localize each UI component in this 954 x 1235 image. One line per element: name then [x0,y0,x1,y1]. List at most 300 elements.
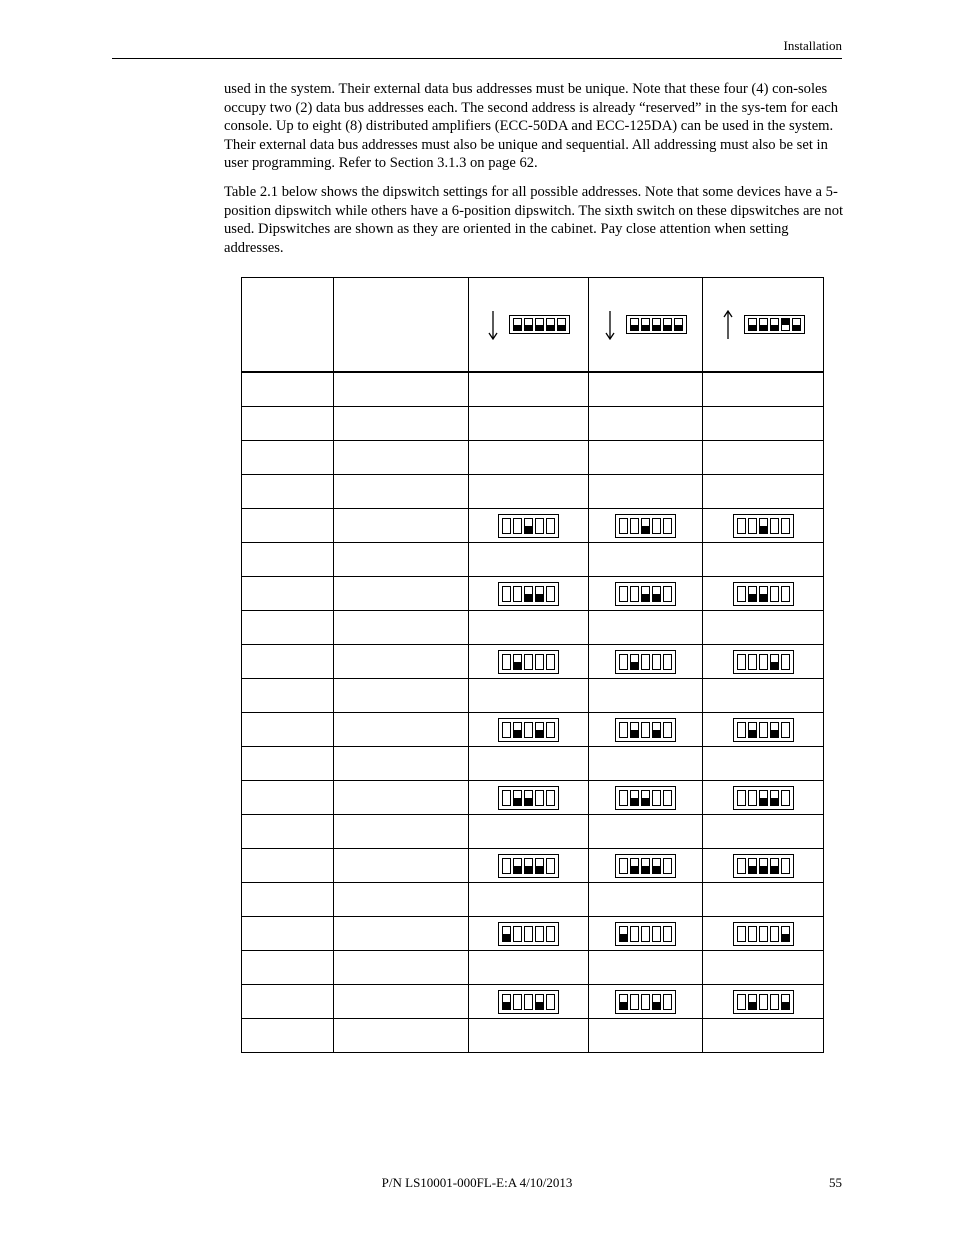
table-cell [589,815,703,849]
switch-knob [503,934,510,941]
table-cell [242,985,334,1019]
table-row [242,645,824,679]
dipswitch-icon [733,786,794,810]
table-cell [703,917,824,951]
table-row [242,475,824,509]
table-cell [469,577,589,611]
switch-position-3 [524,994,533,1010]
table-cell [242,883,334,917]
switch-knob [514,730,521,737]
switch-knob [536,325,543,331]
switch-knob [514,662,521,669]
table-cell [703,577,824,611]
dipswitch-icon [733,650,794,674]
switch-position-1 [502,994,511,1010]
table-cell [589,781,703,815]
switch-position-4 [535,858,544,874]
switch-position-2 [748,654,757,670]
switch-knob [536,594,543,601]
switch-position-2 [748,722,757,738]
switch-position-4 [652,518,661,534]
table-cell [242,577,334,611]
dipswitch-icon [615,922,676,946]
table-cell [334,441,469,475]
switch-position-3 [759,790,768,806]
switch-position-4 [652,654,661,670]
switch-position-2 [524,318,533,331]
switch-position-1 [737,926,746,942]
table-cell [589,679,703,713]
switch-knob [631,662,638,669]
switch-knob [642,866,649,873]
switch-knob [749,594,756,601]
table-cell [589,849,703,883]
switch-position-2 [630,722,639,738]
table-cell [242,849,334,883]
table-cell [334,679,469,713]
switch-position-5 [781,722,790,738]
switch-knob [642,798,649,805]
table-cell [469,985,589,1019]
switch-knob [525,325,532,331]
switch-position-3 [759,654,768,670]
table-cell [334,475,469,509]
table-cell [242,611,334,645]
table-cell [703,849,824,883]
switch-knob [620,934,627,941]
table-cell [703,543,824,577]
table-cell [334,985,469,1019]
switch-position-1 [737,994,746,1010]
table-cell [589,543,703,577]
table-cell [589,475,703,509]
header-rule [112,58,842,59]
table-cell [589,1019,703,1053]
switch-position-5 [557,318,566,331]
switch-position-2 [513,858,522,874]
table-cell [334,611,469,645]
switch-position-5 [663,518,672,534]
table-cell [334,713,469,747]
table-cell [703,951,824,985]
table-cell [469,713,589,747]
table-cell [589,951,703,985]
switch-knob [631,798,638,805]
switch-knob [771,866,778,873]
switch-position-2 [513,790,522,806]
switch-position-3 [524,654,533,670]
dipswitch-icon [733,854,794,878]
table-cell [469,611,589,645]
dipswitch-icon [733,990,794,1014]
dipswitch-icon [498,718,559,742]
switch-position-2 [748,790,757,806]
switch-position-3 [759,994,768,1010]
dipswitch-icon [626,315,687,334]
table-cell [242,441,334,475]
switch-position-5 [546,518,555,534]
dipswitch-icon [615,650,676,674]
switch-position-4 [652,790,661,806]
part-number: P/N LS10001-000FL-E:A 4/10/2013 [381,1175,573,1190]
table-cell [242,815,334,849]
switch-position-1 [502,518,511,534]
switch-position-5 [546,722,555,738]
table-cell [589,407,703,441]
switch-knob [653,594,660,601]
switch-position-2 [759,318,768,331]
table-cell [242,645,334,679]
switch-position-2 [641,318,650,331]
switch-knob [642,526,649,533]
switch-position-1 [502,586,511,602]
switch-position-1 [737,858,746,874]
switch-position-1 [502,654,511,670]
table-cell [242,1019,334,1053]
dipswitch-icon [509,315,570,334]
switch-position-3 [524,722,533,738]
switch-position-1 [737,790,746,806]
switch-position-2 [748,926,757,942]
switch-position-3 [759,722,768,738]
switch-position-1 [619,994,628,1010]
dipswitch-icon [498,990,559,1014]
switch-position-4 [535,790,544,806]
table-cell [589,611,703,645]
switch-position-5 [546,926,555,942]
table-row [242,951,824,985]
table-row [242,543,824,577]
arrow-down-icon [487,310,499,340]
switch-position-2 [630,518,639,534]
switch-position-3 [524,926,533,942]
table-cell [334,917,469,951]
table-cell [469,509,589,543]
table-cell [334,407,469,441]
switch-knob [782,1002,789,1009]
switch-knob [771,798,778,805]
switch-knob [525,594,532,601]
table-cell [334,781,469,815]
dipswitch-icon [615,854,676,878]
switch-position-4 [535,518,544,534]
table-row [242,985,824,1019]
dipswitch-icon [498,922,559,946]
table-cell [334,951,469,985]
table-row [242,679,824,713]
table-cell [242,713,334,747]
table-cell [589,372,703,407]
switch-position-3 [759,586,768,602]
switch-knob [653,325,660,331]
table-cell [334,1019,469,1053]
switch-position-5 [781,926,790,942]
table-cell [703,441,824,475]
switch-position-1 [502,858,511,874]
table-cell [334,747,469,781]
table-cell [242,543,334,577]
switch-position-3 [524,858,533,874]
switch-position-5 [546,994,555,1010]
dipswitch-icon [498,786,559,810]
table-cell [703,509,824,543]
dipswitch-icon [498,582,559,606]
table-cell [334,577,469,611]
table-cell [242,475,334,509]
table-cell [242,951,334,985]
dipswitch-icon [733,922,794,946]
switch-knob [771,662,778,669]
switch-position-5 [546,858,555,874]
table-cell [589,747,703,781]
table-cell [469,781,589,815]
switch-knob [760,325,767,331]
switch-position-2 [630,654,639,670]
switch-knob [771,325,778,331]
switch-knob [514,798,521,805]
switch-knob [558,325,565,331]
dipswitch-icon [744,315,805,334]
switch-position-2 [748,586,757,602]
table-cell [469,372,589,407]
switch-position-2 [513,926,522,942]
table-row [242,713,824,747]
switch-position-1 [737,722,746,738]
switch-position-3 [524,790,533,806]
switch-position-5 [663,654,672,670]
switch-knob [760,798,767,805]
switch-position-1 [619,858,628,874]
table-cell [242,407,334,441]
table-cell [703,815,824,849]
dipswitch-icon [615,718,676,742]
dipswitch-icon [498,650,559,674]
table-cell [589,577,703,611]
switch-position-3 [641,926,650,942]
switch-knob [620,1002,627,1009]
switch-knob [675,325,682,331]
table-cell [334,372,469,407]
switch-position-1 [737,654,746,670]
table-cell [589,883,703,917]
switch-position-3 [759,518,768,534]
switch-position-1 [619,722,628,738]
table-cell [469,407,589,441]
switch-position-2 [513,518,522,534]
table-row [242,781,824,815]
dipswitch-icon [733,718,794,742]
table-cell [589,985,703,1019]
table-row [242,747,824,781]
table-cell [589,441,703,475]
table-row [242,1019,824,1053]
switch-position-3 [759,926,768,942]
dipswitch-settings-table [241,277,824,1053]
switch-knob [782,319,789,325]
switch-position-4 [535,994,544,1010]
switch-knob [631,730,638,737]
switch-position-3 [524,518,533,534]
table-row [242,372,824,407]
switch-position-3 [770,318,779,331]
switch-position-2 [513,586,522,602]
switch-knob [749,1002,756,1009]
switch-position-1 [502,790,511,806]
table-cell [703,883,824,917]
switch-position-5 [781,858,790,874]
switch-position-3 [641,994,650,1010]
table-cell [469,747,589,781]
table-cell [703,645,824,679]
arrow-up-icon [722,310,734,340]
table-row [242,611,824,645]
switch-position-3 [652,318,661,331]
switch-position-4 [770,586,779,602]
dipswitch-icon [615,514,676,538]
switch-position-5 [663,586,672,602]
dipswitch-icon [498,854,559,878]
switch-knob [525,526,532,533]
header-cell-3 [469,278,589,373]
switch-position-3 [641,518,650,534]
switch-position-1 [630,318,639,331]
table-cell [242,679,334,713]
switch-knob [514,866,521,873]
switch-position-3 [641,790,650,806]
dipswitch-icon [733,514,794,538]
running-header: Installation [783,38,842,53]
header-cell-4 [589,278,703,373]
table-cell [242,781,334,815]
switch-position-4 [770,926,779,942]
table-cell [703,1019,824,1053]
switch-position-4 [770,518,779,534]
switch-position-1 [619,926,628,942]
switch-knob [536,1002,543,1009]
switch-position-4 [535,586,544,602]
switch-position-1 [502,722,511,738]
switch-knob [653,866,660,873]
switch-knob [760,866,767,873]
table-row [242,917,824,951]
switch-position-1 [748,318,757,331]
switch-position-3 [759,858,768,874]
switch-position-3 [535,318,544,331]
table-row [242,407,824,441]
table-cell [469,475,589,509]
switch-position-5 [781,654,790,670]
switch-position-5 [781,586,790,602]
table-cell [469,1019,589,1053]
table-row [242,509,824,543]
switch-position-1 [737,518,746,534]
switch-position-5 [663,722,672,738]
switch-knob [525,798,532,805]
switch-position-4 [663,318,672,331]
switch-position-4 [770,654,779,670]
table-cell [589,917,703,951]
switch-position-5 [663,790,672,806]
table-cell [469,543,589,577]
table-cell [242,372,334,407]
table-cell [703,611,824,645]
dipswitch-icon [615,990,676,1014]
switch-knob [760,526,767,533]
switch-knob [771,730,778,737]
table-cell [334,849,469,883]
table-cell [703,407,824,441]
table-cell [469,645,589,679]
switch-knob [749,866,756,873]
switch-position-2 [630,994,639,1010]
switch-knob [536,866,543,873]
table-cell [469,917,589,951]
table-row [242,883,824,917]
switch-position-5 [781,994,790,1010]
table-cell [242,747,334,781]
switch-position-5 [663,994,672,1010]
switch-knob [525,866,532,873]
table-row [242,815,824,849]
table-cell [334,883,469,917]
switch-position-3 [641,586,650,602]
switch-position-1 [619,654,628,670]
table-cell [703,372,824,407]
dipswitch-icon [498,514,559,538]
switch-knob [749,325,756,331]
table-cell [469,815,589,849]
switch-position-5 [792,318,801,331]
switch-position-3 [641,654,650,670]
table-description-paragraph: Table 2.1 below shows the dipswitch settings for all possible addresses. Note that some devices have a 5-position dipswitch while others have a 6-position dipswitch. The sixth switch on these dipswitches are not used. Dipswitches are shown as they are oriented in the cabinet. Pay close attention when setting addresses. [224,184,844,256]
switch-position-4 [652,858,661,874]
switch-knob [642,325,649,331]
table-row [242,577,824,611]
switch-knob [760,594,767,601]
switch-position-4 [652,994,661,1010]
switch-position-5 [663,926,672,942]
table-cell [703,781,824,815]
switch-position-1 [513,318,522,331]
switch-knob [514,325,521,331]
table-cell [242,509,334,543]
arrow-down-icon [604,310,616,340]
page-number: 55 [829,1175,842,1190]
switch-knob [653,1002,660,1009]
table-cell [589,713,703,747]
table-cell [703,713,824,747]
dipswitch-icon [615,786,676,810]
switch-knob [547,325,554,331]
switch-position-1 [619,518,628,534]
switch-position-1 [619,790,628,806]
switch-knob [631,866,638,873]
table-cell [242,917,334,951]
header-cell-5 [703,278,824,373]
switch-knob [793,325,800,331]
header-cell-2 [334,278,469,373]
switch-position-4 [770,858,779,874]
switch-position-4 [535,926,544,942]
switch-position-4 [770,790,779,806]
table-cell [334,645,469,679]
switch-position-4 [652,586,661,602]
switch-position-2 [748,994,757,1010]
switch-position-4 [652,926,661,942]
switch-position-2 [513,654,522,670]
switch-position-5 [546,586,555,602]
header-cell-1 [242,278,334,373]
